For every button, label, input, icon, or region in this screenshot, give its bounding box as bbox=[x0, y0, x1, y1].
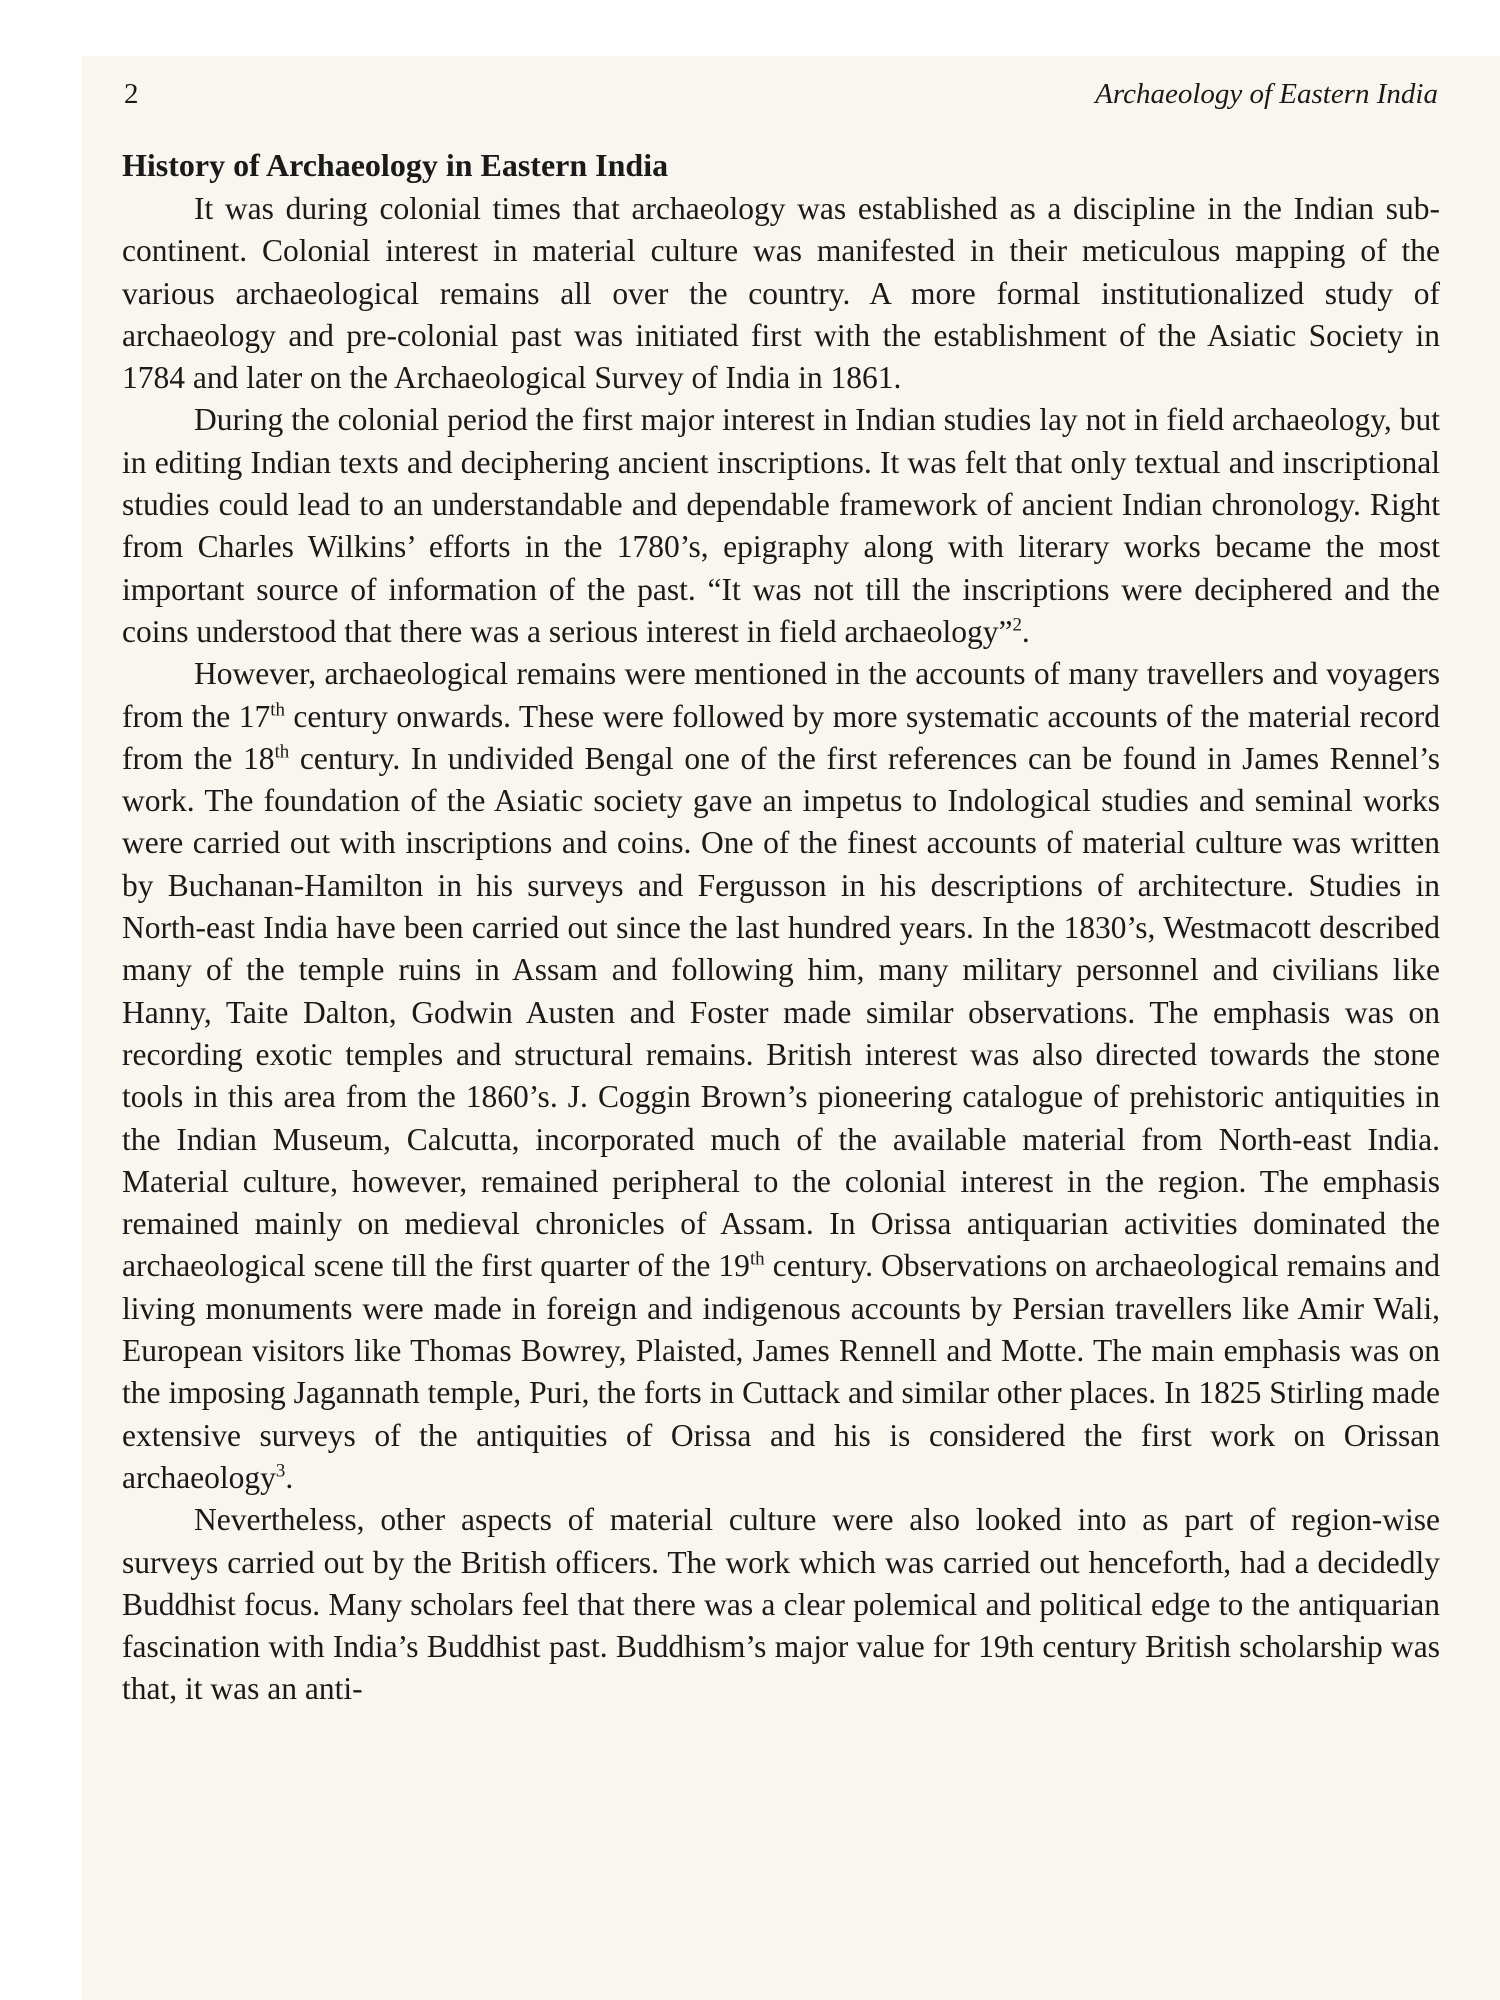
paragraph-3-text-4: century. Observations on archaeological remains and living monuments were made in foreign and indigenous accounts by Persian travellers like Amir Wali, European visitors like Thomas Bowrey, Plaisted, James Rennell and Motte. The main emphasis was on the imposing Jagannath temple, Puri, the forts in Cuttack and similar other places. In 1825 Stirling made extensive surveys of the antiquities of Orissa and his is considered the first work on Orissan archaeology bbox=[122, 1248, 1440, 1495]
ordinal-suffix-17th: th bbox=[270, 699, 285, 721]
body-text bbox=[122, 144, 1440, 1711]
ordinal-suffix-18th: th bbox=[274, 741, 290, 763]
book-page bbox=[82, 56, 1500, 2000]
running-title: Archaeology of Eastern India bbox=[1095, 78, 1438, 110]
page-number: 2 bbox=[124, 78, 139, 110]
paragraph-3-text-1: However, archaeological remains were mentioned in the accounts of many travellers and voyagers from the 17 bbox=[122, 656, 1440, 734]
ordinal-suffix-19th: th bbox=[749, 1248, 765, 1270]
section-heading: History of Archaeology in Eastern India bbox=[122, 147, 669, 183]
footnote-ref-3: 3 bbox=[275, 1460, 286, 1482]
paragraph-3 bbox=[122, 653, 1440, 1499]
paragraph-2-text: During the colonial period the first major interest in Indian studies lay not in field archaeology, but in editing Indian texts and deciphering ancient inscriptions. It was felt that only textual and inscriptional studies could lead to an understandable and dependable framework of ancient Indian chronology. Right from Charles Wilkins’ efforts in the 1780’s, epigraphy along with literary works became the most important source of information of the past. “It was not till the inscriptions were deciphered and the coins understood that there was a serious interest in field archaeology” bbox=[122, 402, 1440, 649]
paragraph-2-end: . bbox=[1021, 613, 1030, 649]
paragraph-3-end: . bbox=[285, 1459, 294, 1495]
paragraph-3-text-3: century. In undivided Bengal one of the first references can be found in James Rennel’s work. The foundation of the Asiatic society gave an impetus to Indological studies and seminal works were carried out with inscriptions and coins. One of the finest accounts of material culture was written by Buchanan-Hamilton in his surveys and Fergusson in his descriptions of architecture. Studies in North-east India have been carried out since the last hundred years. In the 1830’s, Westmacott described many of the temple ruins in Assam and following him, many military personnel and civilians like Hanny, Taite Dalton, Godwin Austen and Foster made similar observations. The emphasis was on recording exotic temples and structural remains. British interest was also directed towards the stone tools in this area from the 1860’s. J. Coggin Brown’s pioneering catalogue of prehistoric antiquities in the Indian Museum, Calcutta, incorporated much of the available material from North-east India. Material culture, however, remained peripheral to the colonial interest in the region. The emphasis remained mainly on medieval chronicles of Assam. In Orissa antiquarian activities dominated the archaeological scene till the first quarter of the 19 bbox=[122, 740, 1441, 1284]
paragraph-4: Nevertheless, other aspects of material culture were also looked into as part of region-wise surveys carried out by the British officers. The work which was carried out henceforth, had a decidedly Buddhist focus. Many scholars feel that there was a clear polemical and political edge to the antiquarian fascination with India’s Buddhist past. Buddhism’s major value for 19th century British scholarship was that, it was an anti- bbox=[122, 1502, 1440, 1707]
running-head bbox=[124, 78, 1438, 118]
paragraph-1: It was during colonial times that archaeology was established as a discipline in the Indian sub-continent. Colonial interest in material culture was manifested in their meticulous mapping of the various archaeological remains all over the country. A more formal institutionalized study of archaeology and pre-colonial past was initiated first with the establishment of the Asiatic Society in 1784 and later on the Archaeological Survey of India in 1861. bbox=[122, 191, 1440, 396]
footnote-ref-2: 2 bbox=[1012, 614, 1022, 636]
paragraph-2 bbox=[122, 399, 1440, 653]
paragraph-3-text-2: century onwards. These were followed by more systematic accounts of the material record from the 18 bbox=[122, 698, 1441, 776]
